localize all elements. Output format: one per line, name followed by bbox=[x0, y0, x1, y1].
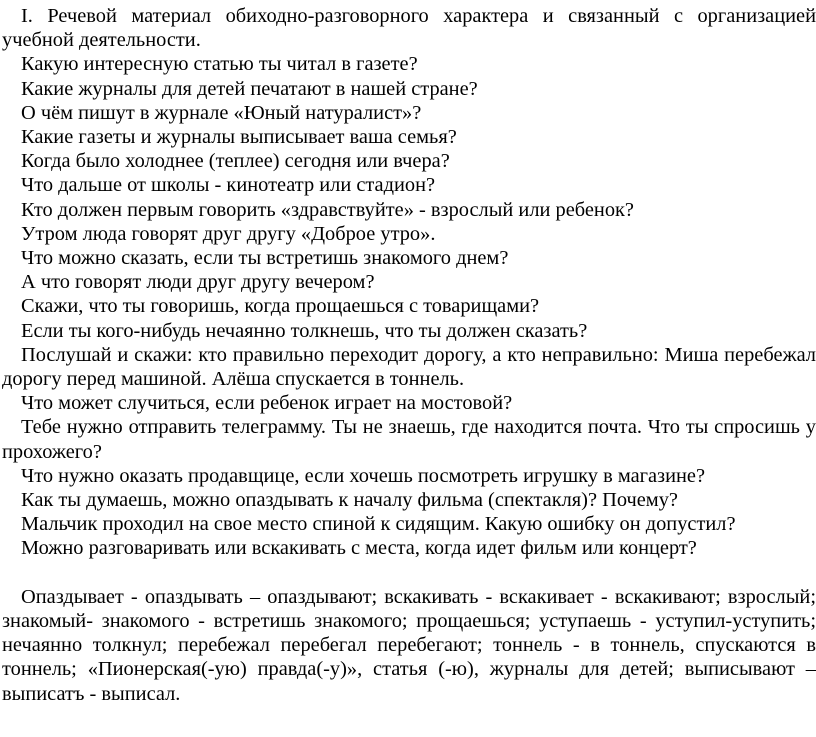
question-3: О чём пишут в журнале «Юный натуралист»? bbox=[21, 101, 422, 124]
question-19: Можно разговаривать или вскакивать с места, когда идет фильм или концерт? bbox=[21, 537, 697, 560]
question-11: Скажи, что ты говоришь, когда прощаешься с товарищами? bbox=[21, 295, 540, 318]
question-4: Какие газеты и журналы выписывает ваша семья? bbox=[21, 126, 457, 149]
question-13: Послушай и скажи: кто правильно переходит дорогу, а кто неправильно: Миша перебежал дорогу перед машиной. Алёша спускается в тоннель. bbox=[2, 343, 816, 391]
question-5: Когда было холоднее (теплее) сегодня или вчера? bbox=[21, 150, 450, 173]
question-17: Как ты думаешь, можно опаздывать к началу фильма (спектакля)? Почему? bbox=[21, 489, 678, 512]
blank-line bbox=[2, 561, 816, 585]
question-15: Тебе нужно отправить телеграмму. Ты не знаешь, где находится почта. Что ты спросишь у прохожего? bbox=[2, 416, 816, 463]
question-14: Что может случиться, если ребенок играет на мостовой? bbox=[21, 392, 513, 415]
question-18: Мальчик проходил на свое место спиной к сидящим. Какую ошибку он допустил? bbox=[21, 513, 736, 536]
question-12: Если ты кого-нибудь нечаянно толкнешь, что ты должен сказать? bbox=[21, 319, 588, 342]
question-16: Что нужно оказать продавщице, если хочешь посмотреть игрушку в магазине? bbox=[21, 464, 706, 487]
intro-heading: I. Речевой материал обиходно-разговорного характера и связанный с организацией учебной деятельности. bbox=[2, 5, 816, 52]
question-2: Какие журналы для детей печатают в нашей стране? bbox=[21, 77, 478, 100]
question-1: Какую интересную статью ты читал в газете? bbox=[21, 53, 418, 76]
question-10: А что говорят люди друг другу вечером? bbox=[21, 271, 375, 294]
question-8: Утром люда говорят друг другу «Доброе утро». bbox=[21, 222, 436, 245]
question-7: Кто должен первым говорить «здравствуйте» - взрослый или ребенок? bbox=[21, 198, 634, 221]
question-9: Что можно сказать, если ты встретишь знакомого днем? bbox=[21, 247, 509, 270]
vocabulary-paragraph: Опаздывает - опаздывать – опаздывают; вскакивать - вскакивает - вскакивают; взрослый; знакомый- знакомого - встретишь знакомого; прощаешься; уступаешь - уступил-уступить; нечаянно толкнул; перебежал перебегал перебегают; тоннель - в тоннель, спускаются в тоннель; «Пионерская(-ую) правда(-у)», статья (-ю), журналы для детей; выписывают – выписатъ - выписал. bbox=[2, 585, 816, 705]
question-6: Что дальше от школы - кинотеатр или стадион? bbox=[21, 174, 436, 197]
